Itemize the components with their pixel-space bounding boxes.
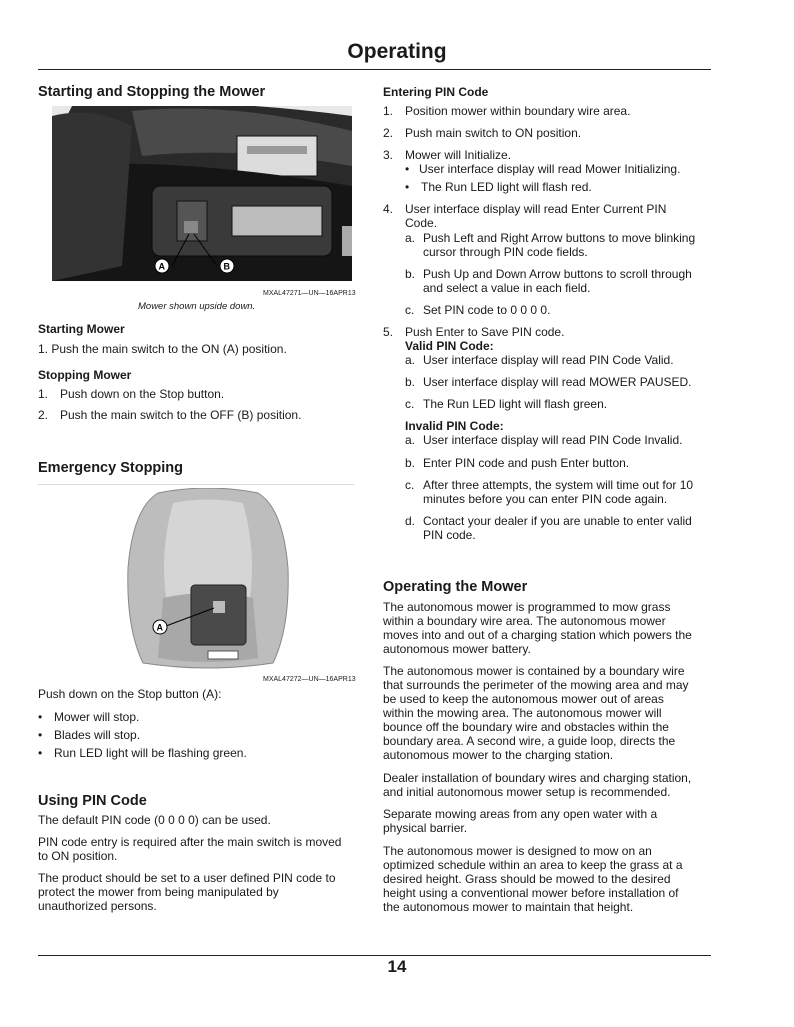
step-number: 1. bbox=[38, 387, 49, 401]
stopping-step-2 bbox=[38, 408, 301, 423]
op-p5-l3: desired height. Grass should be mowed to the desired bbox=[383, 872, 671, 886]
op-p5-l4: height using a conventional mower before installation of bbox=[383, 886, 679, 900]
step-text: Push the main switch to the OFF (B) position. bbox=[60, 408, 302, 422]
callout-a: A bbox=[158, 261, 165, 272]
pin-text-3a: The product should be set to a user defined PIN code to bbox=[38, 871, 336, 885]
figure-code-2: MXAL47272—UN—16APR13 bbox=[263, 676, 356, 683]
pin-step-4c: c. Set PIN code to 0 0 0 0. bbox=[405, 303, 551, 317]
page-number: 14 bbox=[387, 957, 407, 976]
pin-text-1: The default PIN code (0 0 0 0) can be used. bbox=[38, 813, 271, 827]
op-p1-l3: moves into and out of a charging station which powers the bbox=[383, 628, 692, 642]
pin-step-5: 5. Push Enter to Save PIN code. bbox=[383, 325, 565, 339]
mower-top-illustration bbox=[118, 488, 298, 673]
callout-a: A bbox=[156, 622, 163, 633]
valid-b: b. User interface display will read MOWER PAUSED. bbox=[405, 375, 692, 389]
invalid-c: c. After three attempts, the system will time out for 10 bbox=[405, 478, 694, 492]
stopping-mower-heading: Stopping Mower bbox=[38, 368, 132, 382]
figure-code-1: MXAL47271—UN—16APR13 bbox=[263, 290, 356, 297]
sub-text: Push Up and Down Arrow buttons to scroll through bbox=[423, 267, 692, 281]
op-p4-l1: Separate mowing areas from any open water with a bbox=[383, 807, 658, 821]
bullet-icon: • bbox=[38, 728, 43, 742]
sub-text: User interface display will read PIN Code Valid. bbox=[423, 353, 674, 367]
sub-text: Push Left and Right Arrow buttons to move blinking bbox=[423, 231, 696, 245]
pin-step-2: 2. Push main switch to ON position. bbox=[383, 126, 582, 140]
figure-caption-1: Mower shown upside down. bbox=[138, 301, 256, 312]
mower-underside-illustration bbox=[52, 106, 352, 281]
invalid-b: b. Enter PIN code and push Enter button. bbox=[405, 456, 630, 470]
section-divider bbox=[38, 484, 354, 485]
pin-step-3-bullet-1: • User interface display will read Mower Initializing. bbox=[405, 162, 681, 176]
bullet-icon: • bbox=[38, 710, 43, 724]
step-text: Position mower within boundary wire area. bbox=[405, 104, 631, 118]
pin-step-4b: b. Push Up and Down Arrow buttons to scroll through bbox=[405, 267, 692, 281]
op-p5-l2: optimized schedule within an area to keep the grass at a bbox=[383, 858, 683, 872]
op-p1-l1: The autonomous mower is programmed to mow grass bbox=[383, 600, 671, 614]
footer-rule bbox=[38, 955, 711, 956]
step-number: 2. bbox=[38, 408, 49, 422]
invalid-d: d. Contact your dealer if you are unable to enter valid bbox=[405, 514, 692, 528]
pin-step-4-cont: Code. bbox=[405, 216, 438, 230]
sub-text: Set PIN code to 0 0 0 0. bbox=[423, 303, 551, 317]
entering-pin-heading: Entering PIN Code bbox=[383, 85, 489, 99]
sub-text: Contact your dealer if you are unable to enter valid bbox=[423, 514, 692, 528]
op-p5-l5: the autonomous mower to maintain that height. bbox=[383, 900, 634, 914]
callout-b: B bbox=[223, 261, 230, 272]
emergency-bullet-1 bbox=[38, 710, 139, 725]
bullet-text: Mower will stop. bbox=[54, 710, 140, 724]
step-text: Push Enter to Save PIN code. bbox=[405, 325, 565, 339]
op-p2-l6: boundary area. A second wire, a guide loop, directs the bbox=[383, 734, 676, 748]
pin-text-3c: unauthorized persons. bbox=[38, 899, 157, 913]
invalid-pin-heading: Invalid PIN Code: bbox=[405, 419, 504, 433]
bullet-text: Blades will stop. bbox=[54, 728, 141, 742]
pin-step-4a: a. Push Left and Right Arrow buttons to move blinking bbox=[405, 231, 696, 245]
op-p3-l2: and initial autonomous mower setup is recommended. bbox=[383, 785, 671, 799]
op-p2-l5: bounce off the boundary wire and obstacles within the bbox=[383, 720, 669, 734]
pin-step-4b-cont: and select a value in each field. bbox=[423, 281, 591, 295]
bullet-text: User interface display will read Mower Initializing. bbox=[419, 162, 681, 176]
step-text: Mower will Initialize. bbox=[405, 148, 512, 162]
sub-text: Enter PIN code and push Enter button. bbox=[423, 456, 630, 470]
emergency-text: Push down on the Stop button (A): bbox=[38, 687, 222, 701]
stopping-step-1 bbox=[38, 387, 224, 402]
bullet-text: The Run LED light will flash red. bbox=[421, 180, 592, 194]
header-rule bbox=[38, 69, 711, 70]
invalid-a: a. User interface display will read PIN Code Invalid. bbox=[405, 433, 683, 447]
invalid-c-cont: minutes before you can enter PIN code again. bbox=[423, 492, 668, 506]
step-text: User interface display will read Enter Current PIN bbox=[405, 202, 667, 216]
valid-a: a. User interface display will read PIN Code Valid. bbox=[405, 353, 674, 367]
operating-mower-heading: Operating the Mower bbox=[383, 579, 528, 595]
pin-step-3: 3. Mower will Initialize. bbox=[383, 148, 512, 162]
valid-c: c. The Run LED light will flash green. bbox=[405, 397, 608, 411]
pin-step-1: 1. Position mower within boundary wire area. bbox=[383, 104, 631, 118]
page-title: Operating bbox=[347, 40, 447, 63]
step-text: Push down on the Stop button. bbox=[60, 387, 225, 401]
op-p5-l1: The autonomous mower is designed to mow on an bbox=[383, 844, 652, 858]
sub-text: The Run LED light will flash green. bbox=[423, 397, 608, 411]
mower-underside-figure bbox=[52, 106, 352, 281]
using-pin-heading: Using PIN Code bbox=[38, 793, 147, 809]
pin-step-4: 4. User interface display will read Enter Current PIN bbox=[383, 202, 667, 216]
op-p4-l2: physical barrier. bbox=[383, 821, 468, 835]
emergency-bullet-2 bbox=[38, 728, 140, 743]
emergency-stopping-heading: Emergency Stopping bbox=[38, 460, 184, 476]
bullet-icon: • bbox=[38, 746, 43, 760]
pin-step-4a-cont: cursor through PIN code fields. bbox=[423, 245, 588, 259]
op-p3-l1: Dealer installation of boundary wires and charging station, bbox=[383, 771, 692, 785]
starting-mower-heading: Starting Mower bbox=[38, 322, 125, 336]
starting-stopping-heading: Starting and Stopping the Mower bbox=[38, 84, 266, 100]
op-p2-l4: within the mowing area. The autonomous mower will bbox=[383, 706, 662, 720]
mower-top-figure bbox=[118, 488, 298, 673]
pin-text-3b: protect the mower from being manipulated by bbox=[38, 885, 279, 899]
pin-text-2b: to ON position. bbox=[38, 849, 118, 863]
sub-text: After three attempts, the system will time out for 10 bbox=[423, 478, 694, 492]
pin-text-2a: PIN code entry is required after the main switch is moved bbox=[38, 835, 342, 849]
bullet-text: Run LED light will be flashing green. bbox=[54, 746, 247, 760]
op-p1-l2: within a boundary wire area. The autonomous mower bbox=[383, 614, 666, 628]
starting-mower-text: 1. Push the main switch to the ON (A) position. bbox=[38, 342, 287, 356]
invalid-d-cont: PIN code. bbox=[423, 528, 476, 542]
sub-text: User interface display will read PIN Code Invalid. bbox=[423, 433, 683, 447]
op-p2-l3: be used to keep the autonomous mower out of areas bbox=[383, 692, 664, 706]
emergency-bullet-3 bbox=[38, 746, 247, 761]
sub-text: User interface display will read MOWER PAUSED. bbox=[423, 375, 692, 389]
step-text: Push main switch to ON position. bbox=[405, 126, 582, 140]
op-p2-l2: that surrounds the perimeter of the mowing area and may bbox=[383, 678, 689, 692]
op-p2-l1: The autonomous mower is contained by a boundary wire bbox=[383, 664, 685, 678]
valid-pin-heading: Valid PIN Code: bbox=[405, 339, 494, 353]
op-p1-l4: autonomous mower battery. bbox=[383, 642, 531, 656]
pin-step-3-bullet-2: • The Run LED light will flash red. bbox=[405, 180, 592, 194]
op-p2-l7: autonomous mower to the charging station. bbox=[383, 748, 614, 762]
